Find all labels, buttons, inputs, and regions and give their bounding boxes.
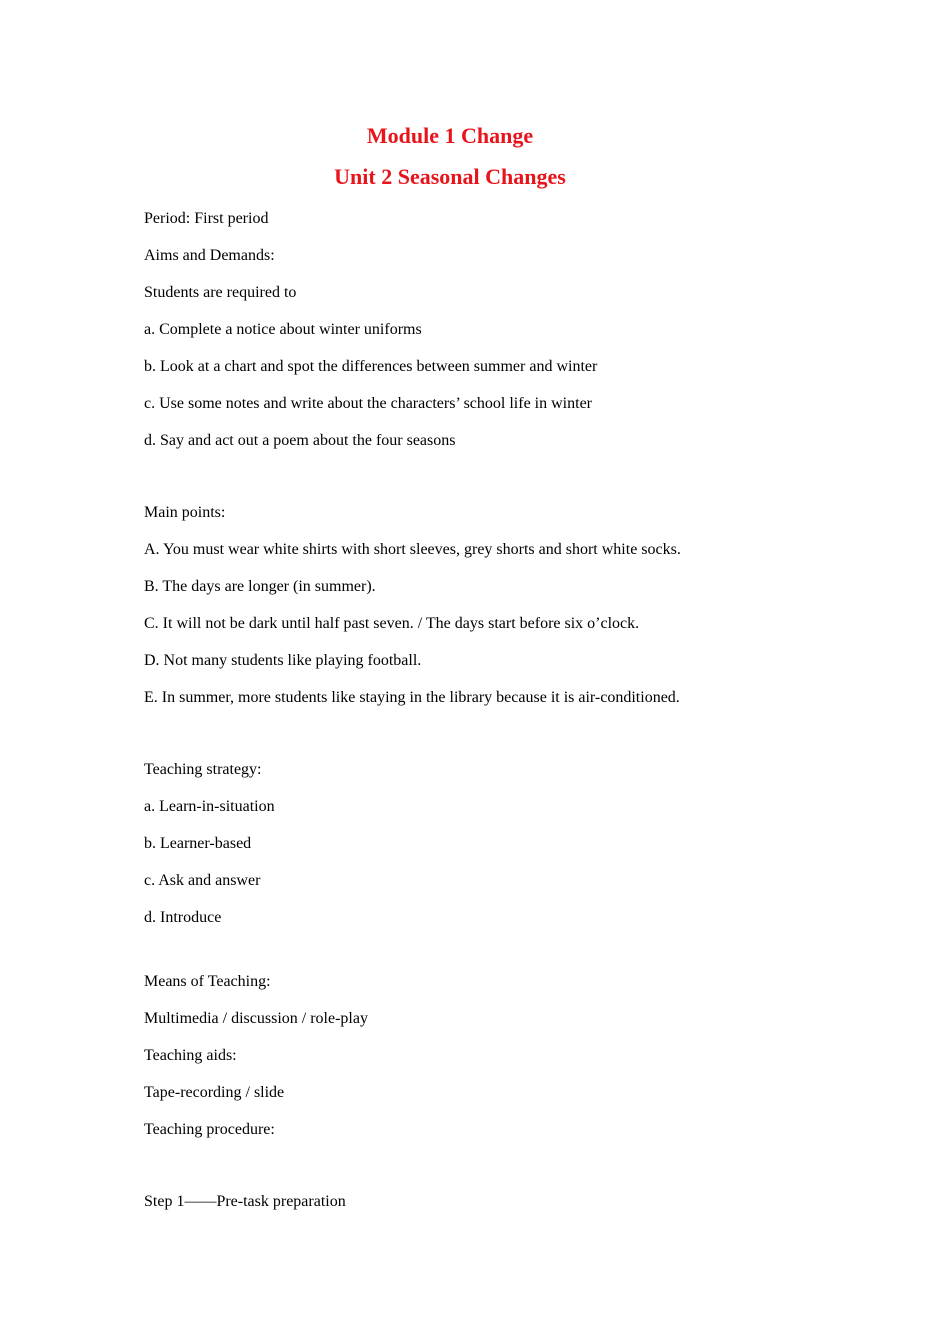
teaching-strategy-heading: Teaching strategy: (144, 761, 262, 778)
means-of-teaching-value: Multimedia / discussion / role-play (144, 1010, 368, 1027)
main-point-item: A. You must wear white shirts with short sleeves, grey shorts and short white socks. (144, 541, 681, 558)
teaching-strategy-item: b. Learner-based (144, 835, 252, 852)
aims-heading: Aims and Demands: (144, 247, 275, 264)
main-point-item: D. Not many students like playing football. (144, 652, 422, 669)
means-of-teaching-heading: Means of Teaching: (144, 973, 271, 990)
module-title: Module 1 Change (366, 123, 534, 148)
teaching-aids-heading: Teaching aids: (144, 1047, 237, 1064)
aims-item: d. Say and act out a poem about the four seasons (144, 432, 456, 449)
main-points-heading: Main points: (144, 504, 226, 521)
aims-item: c. Use some notes and write about the characters’ school life in winter (144, 395, 592, 412)
main-point-item: B. The days are longer (in summer). (144, 578, 376, 595)
teaching-strategy-item: d. Introduce (144, 909, 222, 926)
unit-title: Unit 2 Seasonal Changes (334, 164, 566, 189)
period-line: Period: First period (144, 210, 269, 227)
aims-intro: Students are required to (144, 284, 297, 301)
aims-item: b. Look at a chart and spot the differences between summer and winter (144, 358, 598, 375)
teaching-aids-value: Tape-recording / slide (144, 1084, 285, 1101)
teaching-procedure-heading: Teaching procedure: (144, 1121, 275, 1138)
main-point-item: C. It will not be dark until half past seven. / The days start before six o’clock. (144, 615, 640, 632)
step-1-line: Step 1——Pre-task preparation (144, 1193, 346, 1210)
teaching-strategy-item: a. Learn-in-situation (144, 798, 275, 815)
main-point-item: E. In summer, more students like staying in the library because it is air-conditioned. (144, 689, 680, 706)
teaching-strategy-item: c. Ask and answer (144, 872, 261, 889)
aims-item: a. Complete a notice about winter uniforms (144, 321, 422, 338)
